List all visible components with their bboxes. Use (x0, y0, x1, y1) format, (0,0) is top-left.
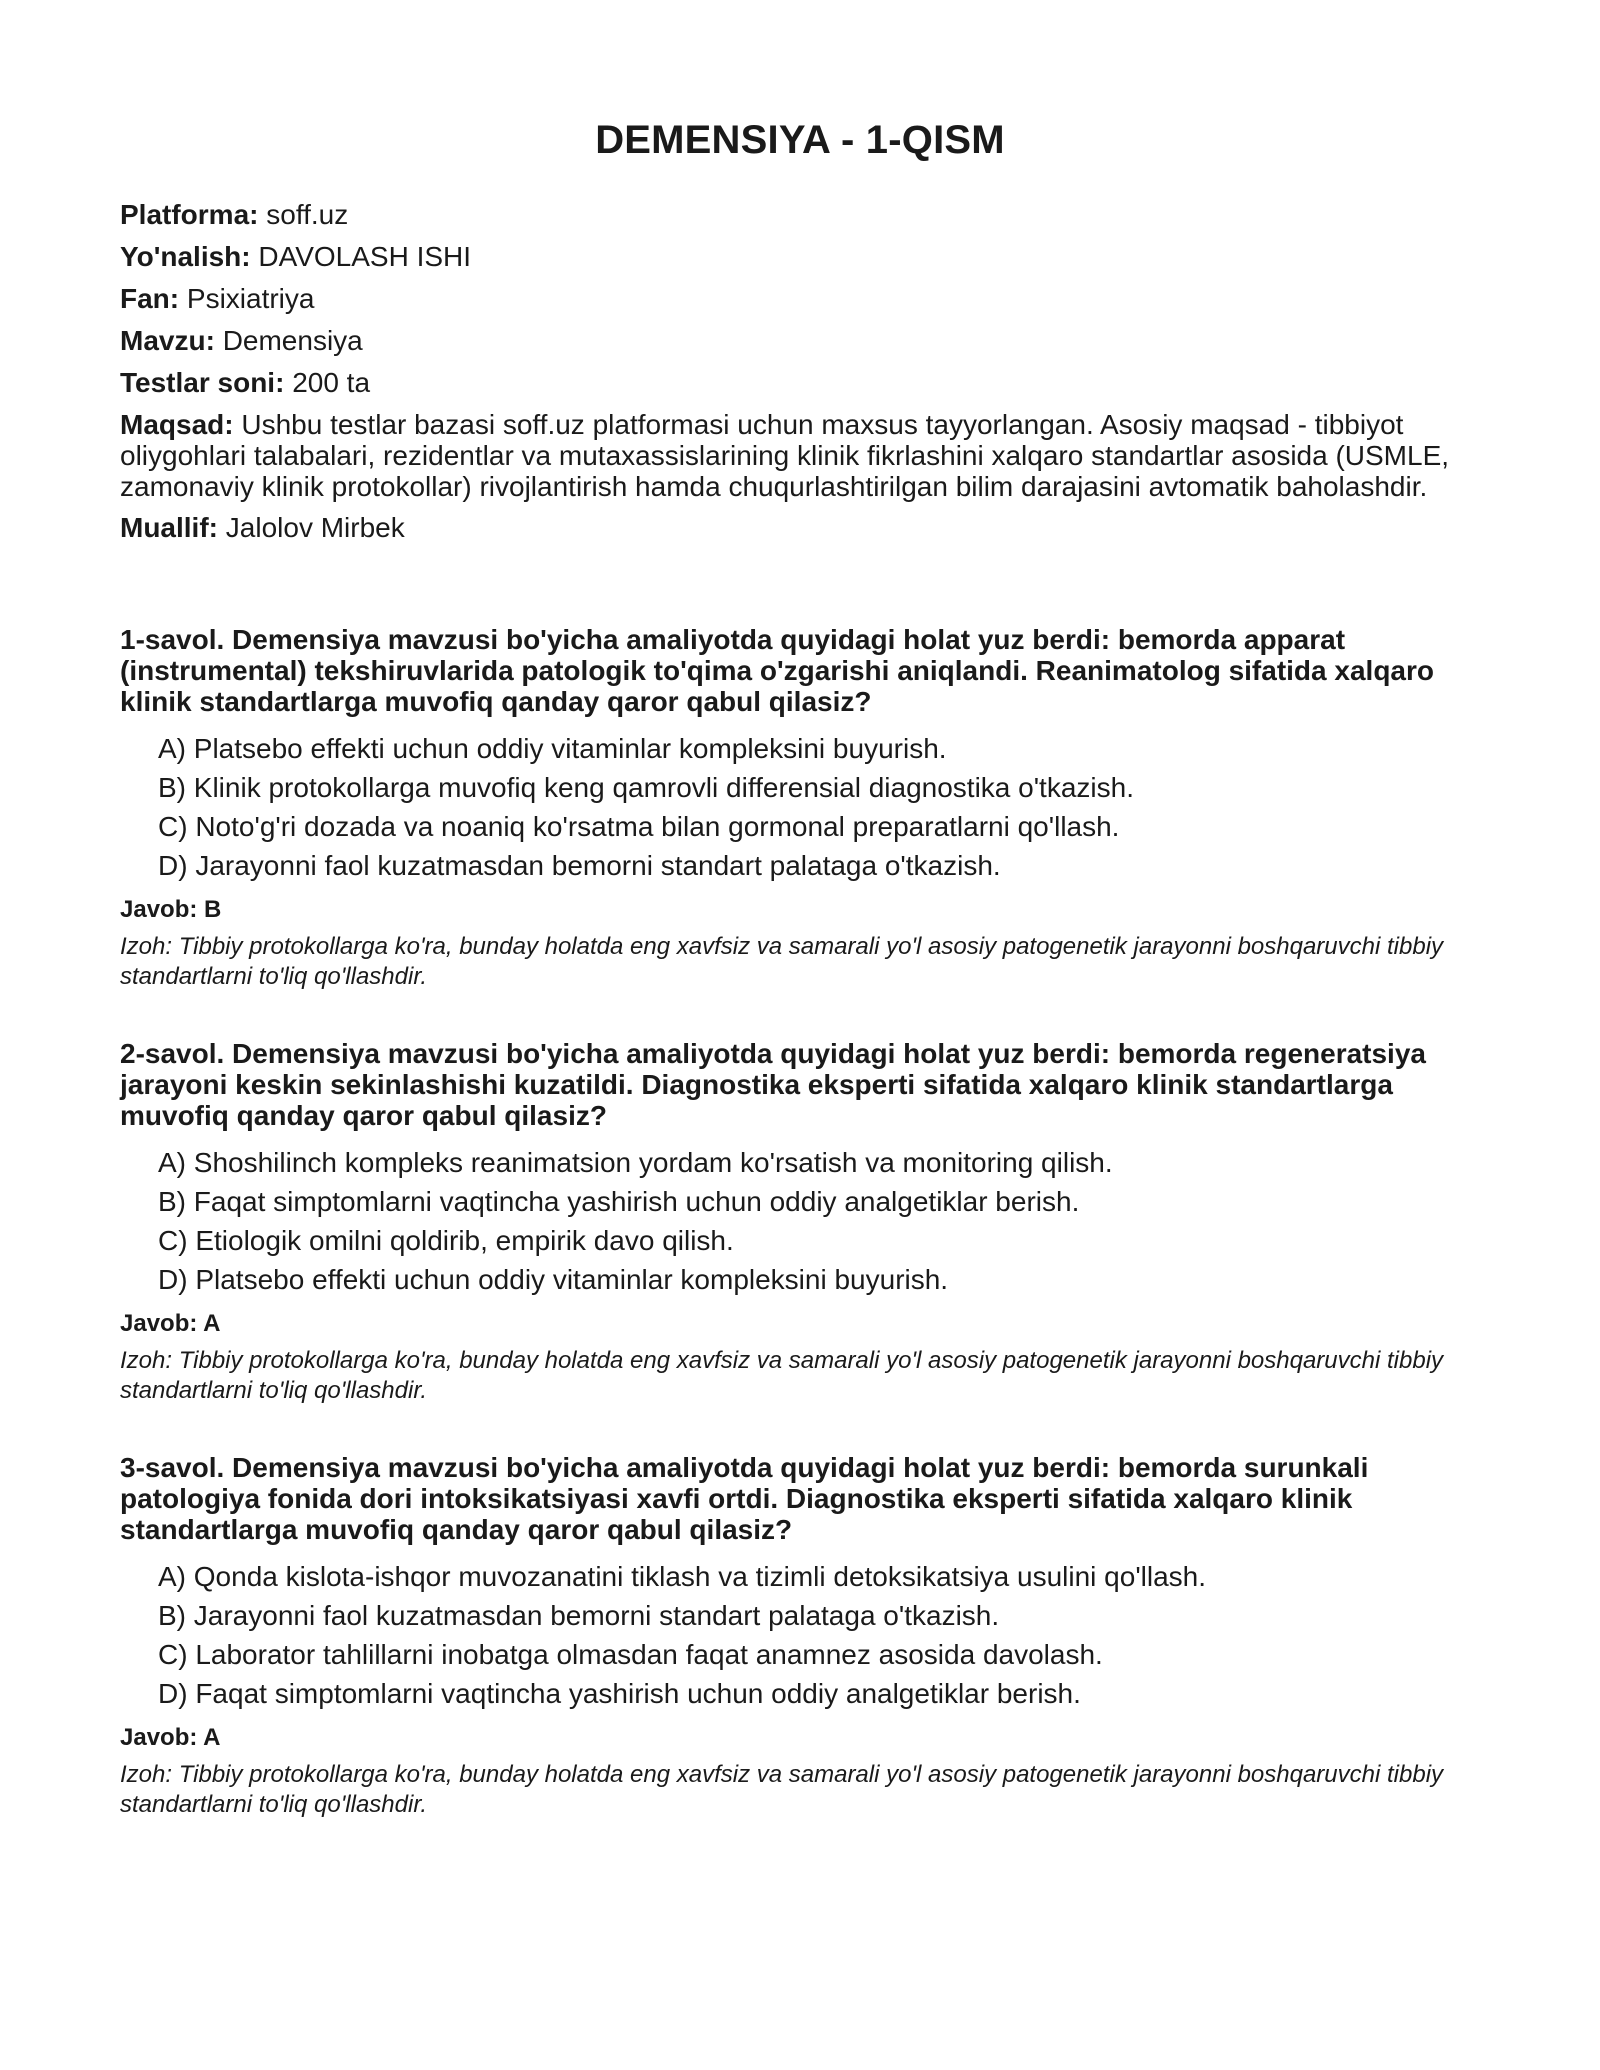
meta-value: Psixiatriya (186, 283, 315, 314)
meta-value: Ushbu testlar bazasi soff.uz platformasi uchun maxsus tayyorlangan. Asosiy maqsad - tibbiyot oliygohlari talabalari, rezidentlar va mutaxassislarining klinik fikrlashini xalqaro standartlar asosida (USMLE, zamonaviy klinik protokollar) rivojlantirish hamda chuqurlashtirilgan bilim darajasini avtomatik baholashdir. (120, 409, 1450, 502)
meta-value: Demensiya (222, 325, 363, 356)
question-item (120, 1452, 1480, 1820)
question-text: 3-savol. Demensiya mavzusi bo'yicha amaliyotda quyidagi holat yuz berdi: bemorda surunkali patologiya fonida dori intoksikatsiyasi xavfi ortdi. Diagnostika eksperti sifatida xalqaro klinik standartlarga muvofiq qanday qaror qabul qilasiz? (120, 1452, 1369, 1545)
meta-value: Jalolov Mirbek (225, 512, 405, 543)
meta-label: Maqsad: (120, 409, 234, 440)
option-d: D) Jarayonni faol kuzatmasdan bemorni standart palataga o'tkazish. (158, 850, 1001, 881)
question-item (120, 1038, 1480, 1406)
meta-block (120, 199, 1480, 544)
explanation-text: Izoh: Tibbiy protokollarga ko'ra, bunday holatda eng xavfsiz va samarali yo'l asosiy patogenetik jarayonni boshqaruvchi tibbiy standartlarni to'liq qo'llashdir. (120, 933, 1444, 990)
meta-maqsad (120, 409, 1480, 502)
meta-platforma (120, 199, 1480, 231)
option-d: D) Faqat simptomlarni vaqtincha yashirish uchun oddiy analgetiklar berish. (158, 1678, 1081, 1709)
answer-text: Javob: A (120, 1724, 221, 1751)
option-c: C) Laborator tahlillarni inobatga olmasdan faqat anamnez asosida davolash. (158, 1639, 1103, 1670)
meta-fan (120, 283, 1480, 315)
question-text: 2-savol. Demensiya mavzusi bo'yicha amaliyotda quyidagi holat yuz berdi: bemorda regeneratsiya jarayoni keskin sekinlashishi kuzatildi. Diagnostika eksperti sifatida xalqaro klinik standartlarga muvofiq qanday qaror qabul qilasiz? (120, 1038, 1426, 1131)
option-b: B) Jarayonni faol kuzatmasdan bemorni standart palataga o'tkazish. (158, 1600, 1000, 1631)
meta-label: Fan: (120, 283, 180, 314)
option-a: A) Shoshilinch kompleks reanimatsion yordam ko'rsatish va monitoring qilish. (158, 1147, 1113, 1178)
option-c: C) Noto'g'ri dozada va noaniq ko'rsatma bilan gormonal preparatlarni qo'llash. (158, 811, 1120, 842)
document-title: DEMENSIYA - 1-QISM (595, 118, 1005, 162)
meta-label: Muallif: (120, 512, 218, 543)
answer-text: Javob: A (120, 1310, 221, 1337)
options-list (120, 1561, 1480, 1710)
option-c: C) Etiologik omilni qoldirib, empirik davo qilish. (158, 1225, 734, 1256)
option-a: A) Qonda kislota-ishqor muvozanatini tiklash va tizimli detoksikatsiya usulini qo'llash. (158, 1561, 1207, 1592)
meta-label: Platforma: (120, 199, 259, 230)
option-a: A) Platsebo effekti uchun oddiy vitaminlar kompleksini buyurish. (158, 733, 947, 764)
meta-value: soff.uz (266, 199, 349, 230)
question-text: 1-savol. Demensiya mavzusi bo'yicha amaliyotda quyidagi holat yuz berdi: bemorda apparat (instrumental) tekshiruvlarida patologik to'qima o'zgarishi aniqlandi. Reanimatolog sifatida xalqaro klinik standartlarga muvofiq qanday qaror qabul qilasiz? (120, 624, 1434, 717)
meta-mavzu (120, 325, 1480, 357)
meta-label: Yo'nalish: (120, 241, 251, 272)
questions-list (120, 624, 1480, 1820)
meta-value: DAVOLASH ISHI (258, 241, 472, 272)
meta-yonalish (120, 241, 1480, 273)
option-d: D) Platsebo effekti uchun oddiy vitaminlar kompleksini buyurish. (158, 1264, 949, 1295)
meta-label: Testlar soni: (120, 367, 285, 398)
option-b: B) Klinik protokollarga muvofiq keng qamrovli differensial diagnostika o'tkazish. (158, 772, 1134, 803)
answer-text: Javob: B (120, 896, 222, 923)
explanation-text: Izoh: Tibbiy protokollarga ko'ra, bunday holatda eng xavfsiz va samarali yo'l asosiy patogenetik jarayonni boshqaruvchi tibbiy standartlarni to'liq qo'llashdir. (120, 1347, 1444, 1404)
meta-testlar-soni (120, 367, 1480, 399)
explanation-text: Izoh: Tibbiy protokollarga ko'ra, bunday holatda eng xavfsiz va samarali yo'l asosiy patogenetik jarayonni boshqaruvchi tibbiy standartlarni to'liq qo'llashdir. (120, 1761, 1444, 1818)
meta-label: Mavzu: (120, 325, 215, 356)
meta-muallif (120, 512, 1480, 544)
question-item (120, 624, 1480, 992)
options-list (120, 1147, 1480, 1296)
meta-value: 200 ta (292, 367, 371, 398)
option-b: B) Faqat simptomlarni vaqtincha yashirish uchun oddiy analgetiklar berish. (158, 1186, 1080, 1217)
options-list (120, 733, 1480, 882)
